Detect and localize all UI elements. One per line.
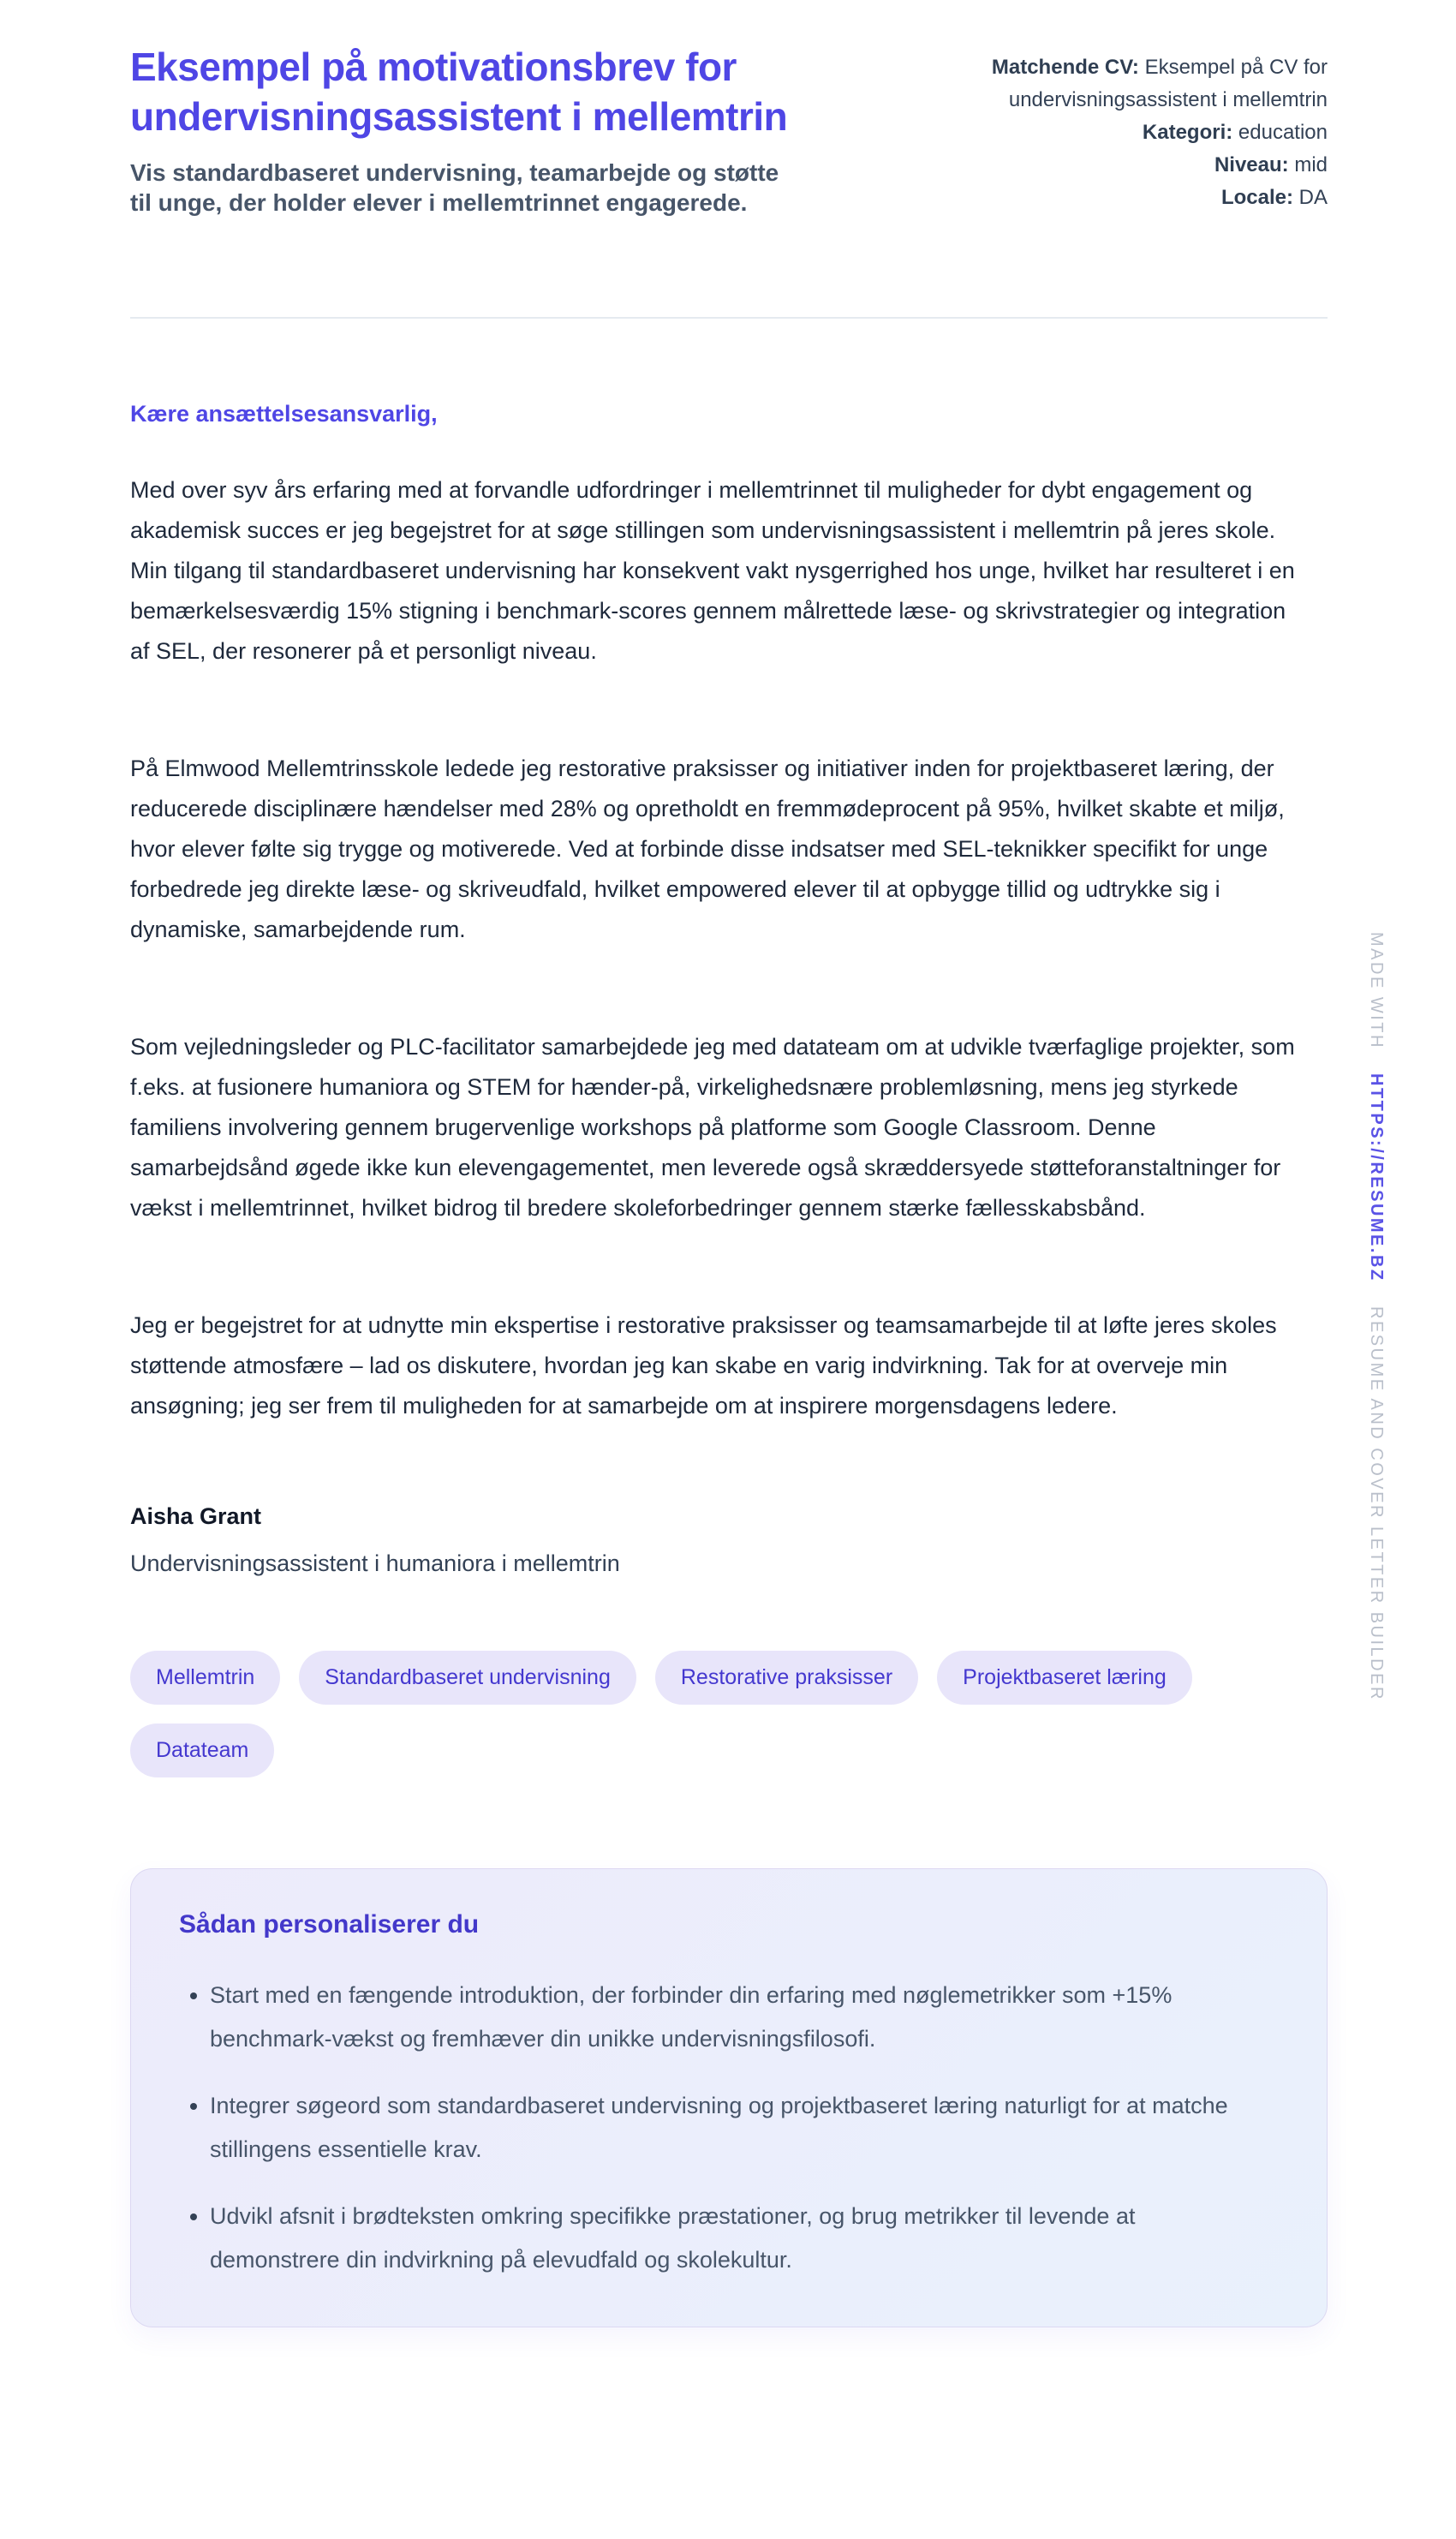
- meta-panel: [985, 43, 1328, 214]
- tips-item-1: • Start med en fængende introduktion, der forbinder din erfaring med nøglemetrikker som +15% benchmark-vækst og fremhæver din unikke undervisningsfilosofi.: [210, 1974, 1259, 2061]
- meta-category: [985, 116, 1328, 149]
- letter-paragraph-1: Med over syv års erfaring med at forvandle udfordringer i mellemtrinnet til muligheder for dybt engagement og akademisk succes er jeg begejstret for at søge stillingen som undervisningsassistent i mellemtrin på jeres skole. Min tilgang til standardbaseret undervisning har konsekvent vakt nysgerrighed hos unge, hvilket har resulteret i en bemærkelsesværdig 15% stigning i benchmark-scores gennem målrettede læse- og skrivstrategier og integration af SEL, der resonerer på et personligt niveau.: [130, 477, 1295, 665]
- divider: [130, 317, 1328, 319]
- meta-locale: [985, 182, 1328, 214]
- tag-projektbaseret-laering[interactable]: Projektbaseret læring: [937, 1651, 1192, 1705]
- tag-datateam[interactable]: Datateam: [130, 1724, 274, 1777]
- header: [130, 43, 1328, 218]
- letter-body: [130, 401, 1328, 1577]
- tips-list: [179, 1974, 1279, 2282]
- watermark: [1366, 932, 1386, 1700]
- meta-label-category: Kategori:: [1142, 121, 1233, 144]
- tag-standardbaseret-undervisning[interactable]: Standardbaseret undervisning: [299, 1651, 636, 1705]
- meta-level: [985, 149, 1328, 182]
- meta-value-level: mid: [1294, 153, 1328, 176]
- letter-paragraph-4: Jeg er begejstret for at udnytte min ekspertise i restorative praksisser og teamsamarbejde til at løfte jeres skoles støttende atmosfære – lad os diskutere, hvordan jeg kan skabe en varig indvirkning. Tak for at overveje min ansøgning; jeg ser frem til muligheden for at samarbejde om at inspirere morgensdagens ledere.: [130, 1312, 1277, 1419]
- meta-label-matching-cv: Matchende CV:: [991, 56, 1139, 79]
- tag-restorative-praksisser[interactable]: Restorative praksisser: [655, 1651, 918, 1705]
- signature-name: Aisha Grant: [130, 1503, 262, 1530]
- page-subtitle: Vis standardbaseret undervisning, teamarbejde og støtte til unge, der holder elever i mellemtrinnet engagerede.: [130, 158, 779, 217]
- meta-matching-cv: [985, 51, 1328, 116]
- meta-value-locale: DA: [1298, 186, 1328, 209]
- watermark-suffix: RESUME AND COVER LETTER BUILDER: [1367, 1305, 1386, 1701]
- tips-title: Sådan personaliserer du: [179, 1910, 480, 1939]
- meta-value-category: education: [1238, 121, 1328, 144]
- tips-item-3: • Udvikl afsnit i brødteksten omkring specifikke præstationer, og brug metrikker til levende at demonstrere din indvirkning på elevudfald og skolekultur.: [210, 2195, 1259, 2282]
- personalization-tips-card: [130, 1868, 1328, 2327]
- page-title: Eksempel på motivationsbrev for undervisningsassistent i mellemtrin: [130, 45, 788, 139]
- tag-mellemtrin[interactable]: Mellemtrin: [130, 1651, 280, 1705]
- meta-label-level: Niveau:: [1214, 153, 1289, 176]
- watermark-link[interactable]: HTTPS://RESUME.BZ: [1367, 1072, 1386, 1282]
- tips-item-2: • Integrer søgeord som standardbaseret undervisning og projektbaseret læring naturligt for at matche stillingens essentielle krav.: [210, 2084, 1259, 2172]
- header-title-block: [130, 43, 832, 218]
- signature-role: Undervisningsassistent i humaniora i mellemtrin: [130, 1550, 620, 1577]
- meta-label-locale: Locale:: [1220, 186, 1293, 209]
- meta-value-matching-cv: Eksempel på CV for undervisningsassistent i mellemtrin: [1008, 56, 1328, 111]
- letter-paragraph-3: Som vejledningsleder og PLC-facilitator samarbejdede jeg med datateam om at udvikle tværfaglige projekter, som f.eks. at fusionere humaniora og STEM for hænder-på, virkelighedsnære problemløsning, mens jeg styrkede familiens involvering gennem brugervenlige workshops på platforme som Google Classroom. Denne samarbejdsånd øgede ikke kun elevengagementet, men leverede også skræddersyede støtteforanstaltninger for vækst i mellemtrinnet, hvilket bidrog til bredere skoleforbedringer gennem stærke fællesskabsbånd.: [130, 1034, 1295, 1222]
- tag-list: [130, 1651, 1328, 1777]
- watermark-prefix: MADE WITH: [1367, 932, 1386, 1049]
- letter-paragraph-2: På Elmwood Mellemtrinsskole ledede jeg restorative praksisser og initiativer inden for projektbaseret læring, der reducerede disciplinære hændelser med 28% og opretholdt en fremmødeprocent på 95%, hvilket skabte et miljø, hvor elever følte sig trygge og motiverede. Ved at forbinde disse indsatser med SEL-teknikker specifikt for unge forbedrede jeg direkte læse- og skriveudfald, hvilket empowered elever til at opbygge tillid og udtrykke sig i dynamiske, samarbejdende rum.: [130, 756, 1285, 943]
- greeting: Kære ansættelsesansvarlig,: [130, 401, 438, 427]
